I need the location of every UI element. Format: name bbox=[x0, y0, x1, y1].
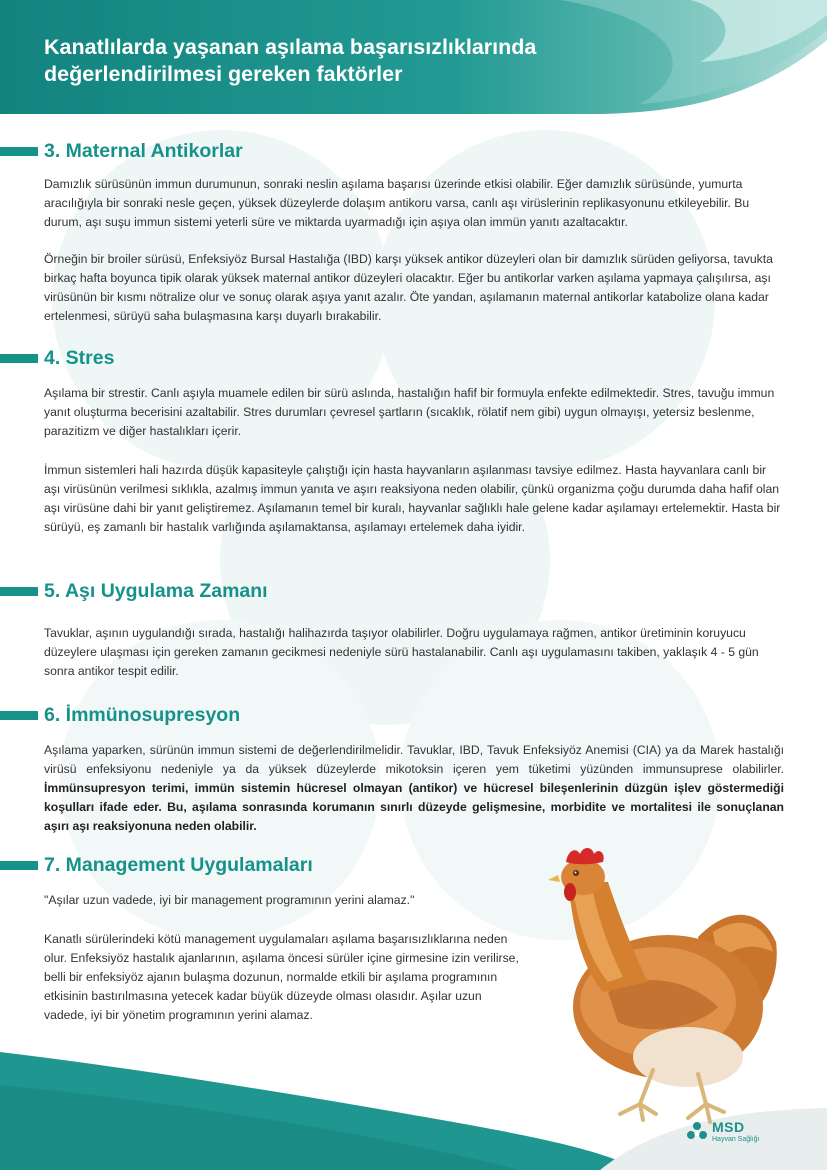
paragraph: Örneğin bir broiler sürüsü, Enfeksiyöz Bursal Hastalığa (IBD) karşı yüksek antikor düzeyleri olan bir damızlık sürüden geliyorsa, tavukta birkaç hafta boyunca tipik olarak yüksek maternal antikor düzeyleri olacaktır. Eğer bu antikorlar varken aşılama yapmaya çalışılırsa, aşı virüsünün bir kısmı nötralize olur ve sonuç olarak aşıya yanıt azalır. Öte yandan, aşılamanın maternal antikorlar katabolize olana kadar ertelenmesi, sürüyü saha bulaşmasına karşı duyarlı bırakabilir. bbox=[44, 252, 773, 323]
section-heading-management bbox=[0, 853, 313, 877]
paragraph: Tavuklar, aşının uygulandığı sırada, hastalığı halihazırda taşıyor olabilirler. Doğru uygulamaya rağmen, antikor üretiminin koruyucu düzeylere ulaşması için gereken zamanın gecikmesi nedeniyle sürü hastalanabilir. Canlı aşı uygulamasını takiben, yaklaşık 4 - 5 gün sonra antikor tespit edilir. bbox=[44, 626, 759, 678]
paragraph: Damızlık sürüsünün immun durumunun, sonraki neslin aşılama başarısı üzerinde etkisi olabilir. Eğer damızlık sürüsünde, yumurta aracılığıyla bir sonraki nesle geçen, yüksek düzeylerde dolaşım antikoru varsa, canlı aşı virüslerinin replikasyonunu etkileyebilir. Bu durum, aşı suşu immun sistemi yeterli süre ve miktarda uyarmadığı için aşıya olan immün yanıtı azaltacaktır. bbox=[44, 177, 750, 229]
paragraph: Kanatlı sürülerindeki kötü management uygulamaları aşılama başarısızlıklarına neden olur. Enfeksiyöz hastalık ajanlarının, aşılama öncesi sürüler içine girmesine izin verilirse, belli bir enfeksiyöz ajanın bulaşma dozunun, normalde etkili bir aşılama programının etkisinin bastırılmasına yetecek kadar büyük düzeyde olması olasıdır. Aşılar uzun vadede, iyi bir yönetim programının yerini alamaz. bbox=[44, 932, 519, 1022]
hen-illustration bbox=[548, 842, 783, 1127]
paragraph: Aşılama bir strestir. Canlı aşıyla muamele edilen bir sürü aslında, hastalığın hafif bir formuyla enfekte edilmektedir. Stres, tavuğu immun yanıt oluşturma becerisini azaltabilir. Stres durumları çevresel şartların (sıcaklık, rölatif nem gibi) uygun olmayışı, yetersiz beslenme, parazitizm ve diğer hastalıkları içerir. bbox=[44, 386, 775, 438]
heading-accent-bar bbox=[0, 354, 38, 363]
section-title: 7. Management Uygulamaları bbox=[44, 853, 313, 876]
msd-logo-icon bbox=[686, 1121, 708, 1143]
section-title: 4. Stres bbox=[44, 346, 115, 369]
heading-accent-bar bbox=[0, 711, 38, 720]
logo-subtitle: Hayvan Sağlığı bbox=[712, 1136, 760, 1143]
paragraph-bold-text: İmmünsupresyon terimi, immün sistemin hücresel olmayan (antikor) ve hücresel bileşenlerinin düzgün işlev göstermediği koşulları ifade eder. Bu, aşılama sonrasında korumanın sınırlı düzeyde gelişmesine, morbidite ve mortalitesi ile sonuçlanan aşırı aşı reaksiyonuna neden olabilir. bbox=[44, 781, 784, 833]
paragraph: İmmun sistemleri hali hazırda düşük kapasiteyle çalıştığı için hasta hayvanların aşılanması tavsiye edilmez. Hasta hayvanlara canlı bir aşı virüsünün verilmesi sıklıkla, azalmış immun yanıta ve aşırı reaksiyona neden olabilir, çünkü organizma çoğu durumda daha hafif olan aşı virüsüne dahi bir yanıt geliştiremez. Aşılamanın temel bir kuralı, hayvanlar sağlıklı hale gelene kadar aşılamayı ertelemektir. Hasta bir sürüyü, eş zamanlı bir hastalık varlığında aşılamaktansa, aşılamayı ertelemek daha iyidir. bbox=[44, 463, 781, 534]
section-title: 5. Aşı Uygulama Zamanı bbox=[44, 579, 268, 602]
page-title-line1: Kanatlılarda yaşanan aşılama başarısızlıklarında bbox=[44, 35, 537, 59]
section-title: 3. Maternal Antikorlar bbox=[44, 139, 243, 162]
msd-logo bbox=[686, 1120, 759, 1143]
paragraph-text: Aşılama yaparken, sürünün immun sistemi de değerlendirilmelidir. Tavuklar, IBD, Tavuk Enfeksiyöz Anemisi (CIA) ya da Marek hastalığı virüsü enfeksiyonu nedeniyle ya da yüksek düzeylerde mikotoksin içeren yem tüketimi yüzünden immunsuprese olabilirler. bbox=[44, 743, 784, 776]
heading-accent-bar bbox=[0, 861, 38, 870]
heading-accent-bar bbox=[0, 587, 38, 596]
section-heading-stress bbox=[0, 346, 114, 370]
logo-name: MSD bbox=[712, 1119, 745, 1135]
page-title bbox=[44, 34, 664, 88]
section-title: 6. İmmünosupresyon bbox=[44, 703, 241, 726]
section-heading-immunosuppression bbox=[0, 703, 240, 727]
heading-accent-bar bbox=[0, 147, 38, 156]
page-title-line2: değerlendirilmesi gereken faktörler bbox=[44, 62, 403, 86]
paragraph bbox=[44, 741, 784, 836]
section-heading-maternal-antibodies bbox=[0, 139, 243, 163]
section-heading-vaccination-timing bbox=[0, 579, 268, 603]
quote: "Aşılar uzun vadede, iyi bir management programının yerini alamaz." bbox=[44, 893, 415, 907]
